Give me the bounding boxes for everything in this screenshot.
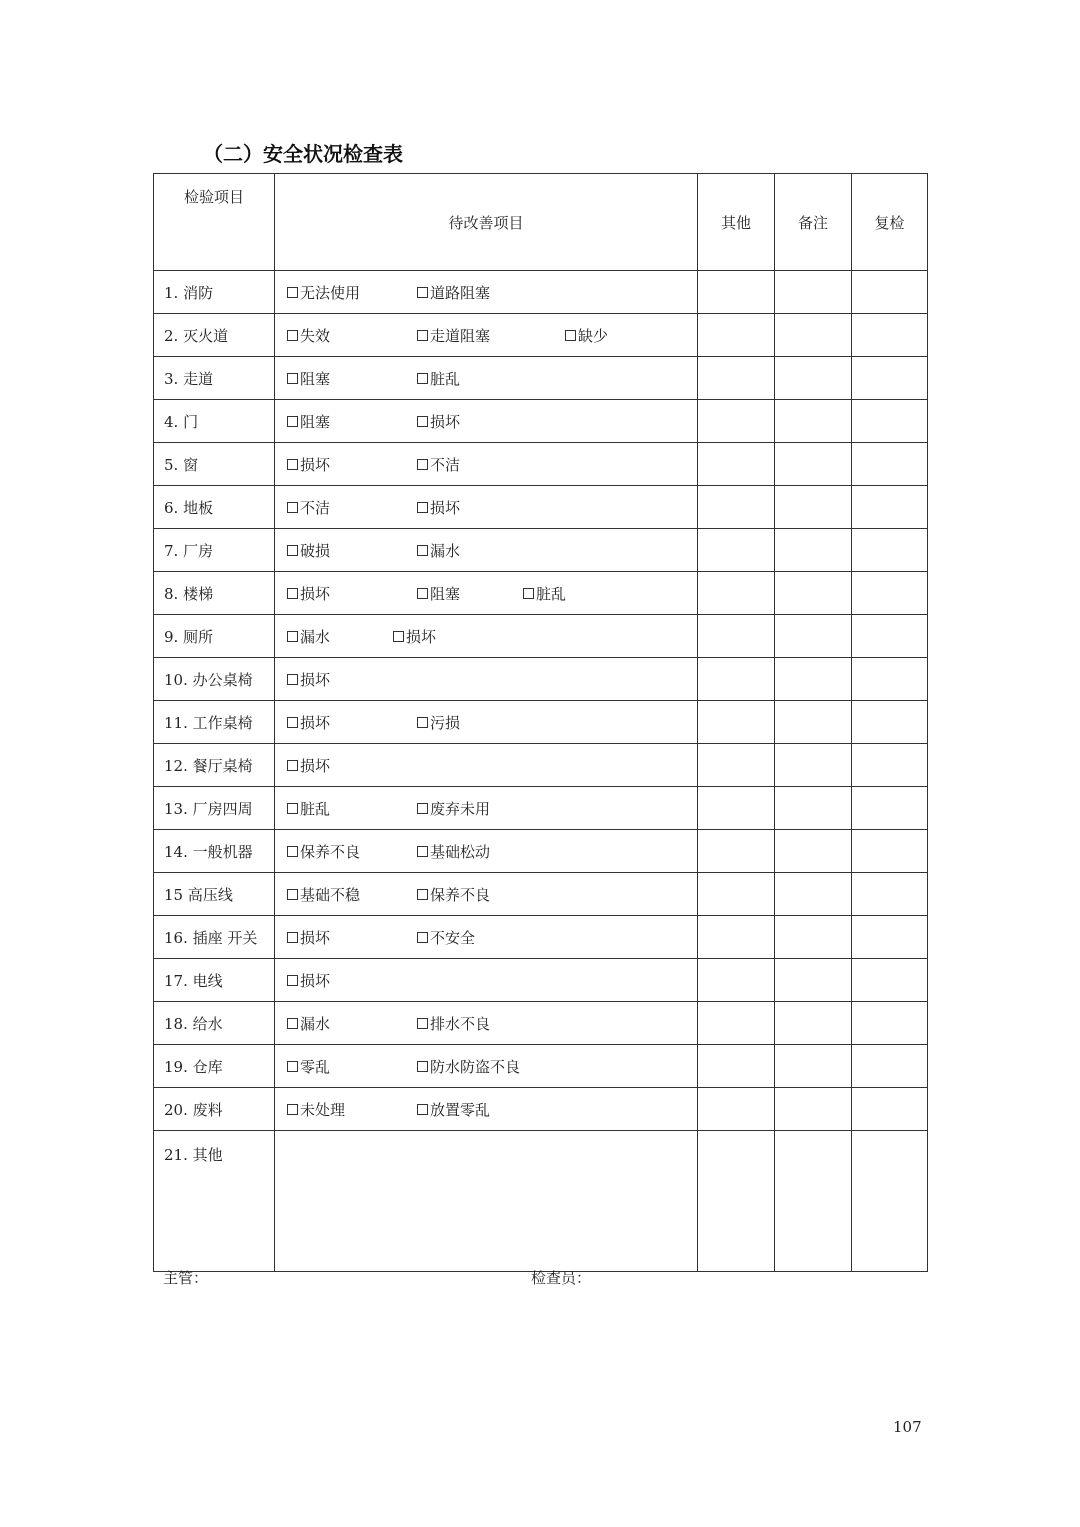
table-row xyxy=(154,701,928,744)
issue-option[interactable] xyxy=(287,712,330,733)
issue-option[interactable] xyxy=(417,540,460,561)
issue-option-label: 零乱 xyxy=(300,1058,331,1076)
inspector-label: 检查员： xyxy=(531,1269,592,1287)
note-cell[interactable] xyxy=(775,572,852,615)
row-item-label: 12. 餐厅桌椅 xyxy=(154,744,275,787)
issue-option-label: 损坏 xyxy=(300,757,331,775)
checkbox-icon[interactable] xyxy=(287,545,298,556)
issue-option[interactable] xyxy=(417,798,490,819)
checkbox-icon[interactable] xyxy=(287,846,298,857)
table-row xyxy=(154,873,928,916)
other-cell[interactable] xyxy=(698,443,775,486)
checkbox-icon[interactable] xyxy=(417,803,428,814)
issue-option[interactable] xyxy=(417,368,460,389)
other-cell[interactable] xyxy=(698,357,775,400)
issue-option[interactable] xyxy=(417,1013,490,1034)
row-item-label: 1. 消防 xyxy=(154,271,275,314)
issue-option[interactable] xyxy=(417,497,460,518)
table-row xyxy=(154,959,928,1002)
row-issues-cell xyxy=(275,529,698,572)
checkbox-icon[interactable] xyxy=(287,932,298,943)
checkbox-icon[interactable] xyxy=(417,373,428,384)
other-cell[interactable] xyxy=(698,572,775,615)
row-issues-cell xyxy=(275,701,698,744)
row-item-label: 19. 仓库 xyxy=(154,1045,275,1088)
note-cell[interactable] xyxy=(775,357,852,400)
issue-option[interactable] xyxy=(287,454,330,475)
recheck-cell[interactable] xyxy=(852,744,928,787)
issue-option[interactable] xyxy=(287,669,330,690)
header-item: 检验项目 xyxy=(154,174,275,271)
issue-option-label: 不洁 xyxy=(430,456,461,474)
row-issues-cell xyxy=(275,357,698,400)
page-number: 107 xyxy=(893,1418,922,1436)
recheck-cell[interactable] xyxy=(852,830,928,873)
recheck-cell[interactable] xyxy=(852,615,928,658)
issue-option[interactable] xyxy=(417,282,490,303)
issue-option-label: 阻塞 xyxy=(300,370,331,388)
checkbox-icon[interactable] xyxy=(287,459,298,470)
checkbox-icon[interactable] xyxy=(287,631,298,642)
note-cell[interactable] xyxy=(775,787,852,830)
issue-option-label: 漏水 xyxy=(300,628,331,646)
checkbox-icon[interactable] xyxy=(417,330,428,341)
table-row xyxy=(154,916,928,959)
row-item-label: 18. 给水 xyxy=(154,1002,275,1045)
issue-option[interactable] xyxy=(417,927,475,948)
table-row xyxy=(154,314,928,357)
table-row xyxy=(154,486,928,529)
issue-option[interactable] xyxy=(287,368,330,389)
recheck-cell[interactable] xyxy=(852,1088,928,1131)
issue-option-label: 脏乱 xyxy=(536,585,567,603)
issue-option[interactable] xyxy=(565,325,608,346)
header-recheck: 复检 xyxy=(852,174,928,271)
checkbox-icon[interactable] xyxy=(287,287,298,298)
issues-cell[interactable] xyxy=(275,1131,698,1272)
checkbox-icon[interactable] xyxy=(417,545,428,556)
row-item-label: 7. 厂房 xyxy=(154,529,275,572)
table-row xyxy=(154,744,928,787)
checkbox-icon[interactable] xyxy=(287,1018,298,1029)
recheck-cell[interactable] xyxy=(852,701,928,744)
recheck-cell[interactable] xyxy=(852,572,928,615)
issue-option-label: 阻塞 xyxy=(300,413,331,431)
row-item-label: 15 高压线 xyxy=(154,873,275,916)
issue-option[interactable] xyxy=(287,282,360,303)
table-row xyxy=(154,443,928,486)
table-row xyxy=(154,400,928,443)
checkbox-icon[interactable] xyxy=(417,1018,428,1029)
safety-inspection-table xyxy=(153,173,928,1272)
recheck-cell[interactable] xyxy=(852,1045,928,1088)
note-cell[interactable] xyxy=(775,1002,852,1045)
row-issues-cell xyxy=(275,271,698,314)
row-item-label: 20. 废料 xyxy=(154,1088,275,1131)
checkbox-icon[interactable] xyxy=(523,588,534,599)
recheck-cell[interactable] xyxy=(852,873,928,916)
table-row xyxy=(154,1088,928,1131)
other-cell[interactable] xyxy=(698,658,775,701)
table-row xyxy=(154,529,928,572)
other-cell[interactable] xyxy=(698,787,775,830)
issue-option-label: 基础不稳 xyxy=(300,886,361,904)
checkbox-icon[interactable] xyxy=(417,502,428,513)
note-cell[interactable] xyxy=(775,701,852,744)
table-row xyxy=(154,658,928,701)
issue-option[interactable] xyxy=(417,583,460,604)
checkbox-icon[interactable] xyxy=(287,1061,298,1072)
header-issues: 待改善项目 xyxy=(275,174,698,271)
other-cell[interactable] xyxy=(698,1131,775,1272)
issue-option-label: 污损 xyxy=(430,714,461,732)
issue-option[interactable] xyxy=(287,970,330,991)
issue-option-label: 放置零乱 xyxy=(430,1101,491,1119)
issue-option[interactable] xyxy=(287,325,330,346)
row-issues-cell xyxy=(275,959,698,1002)
note-cell[interactable] xyxy=(775,1088,852,1131)
row-issues-cell xyxy=(275,314,698,357)
checkbox-icon[interactable] xyxy=(287,674,298,685)
issue-option-label: 损坏 xyxy=(430,499,461,517)
checkbox-icon[interactable] xyxy=(287,717,298,728)
other-cell[interactable] xyxy=(698,959,775,1002)
row-item-label: 16. 插座 开关 xyxy=(154,916,275,959)
issue-option[interactable] xyxy=(417,1099,490,1120)
checkbox-icon[interactable] xyxy=(417,1061,428,1072)
note-cell[interactable] xyxy=(775,400,852,443)
issue-option-label: 损坏 xyxy=(300,972,331,990)
other-cell[interactable] xyxy=(698,1002,775,1045)
note-cell[interactable] xyxy=(775,916,852,959)
row-issues-cell xyxy=(275,443,698,486)
issue-option[interactable] xyxy=(287,583,330,604)
issue-option-label: 排水不良 xyxy=(430,1015,491,1033)
other-cell[interactable] xyxy=(698,744,775,787)
checkbox-icon[interactable] xyxy=(417,932,428,943)
issue-option-label: 保养不良 xyxy=(430,886,491,904)
issue-option-label: 保养不良 xyxy=(300,843,361,861)
issue-option[interactable] xyxy=(287,1099,345,1120)
row-issues-cell xyxy=(275,572,698,615)
recheck-cell[interactable] xyxy=(852,658,928,701)
table-row xyxy=(154,1045,928,1088)
note-cell[interactable] xyxy=(775,615,852,658)
checkbox-icon[interactable] xyxy=(287,502,298,513)
issue-option[interactable] xyxy=(287,755,330,776)
issue-option[interactable] xyxy=(417,712,460,733)
row-issues-cell xyxy=(275,873,698,916)
table-row-other xyxy=(154,1131,928,1272)
issue-option-label: 不洁 xyxy=(300,499,331,517)
checkbox-icon[interactable] xyxy=(287,1104,298,1115)
issue-option-label: 破损 xyxy=(300,542,331,560)
row-item-label: 10. 办公桌椅 xyxy=(154,658,275,701)
issue-option[interactable] xyxy=(417,411,460,432)
checkbox-icon[interactable] xyxy=(287,373,298,384)
other-cell[interactable] xyxy=(698,830,775,873)
note-cell[interactable] xyxy=(775,529,852,572)
recheck-cell[interactable] xyxy=(852,529,928,572)
row-item-label: 2. 灭火道 xyxy=(154,314,275,357)
recheck-cell[interactable] xyxy=(852,314,928,357)
row-item-label: 11. 工作桌椅 xyxy=(154,701,275,744)
issue-option-label: 失效 xyxy=(300,327,331,345)
issue-option[interactable] xyxy=(523,583,566,604)
table-row xyxy=(154,787,928,830)
issue-option-label: 不安全 xyxy=(430,929,476,947)
recheck-cell[interactable] xyxy=(852,1002,928,1045)
note-cell[interactable] xyxy=(775,271,852,314)
issue-option-label: 无法使用 xyxy=(300,284,361,302)
issue-option-label: 损坏 xyxy=(300,585,331,603)
issue-option-label: 基础松动 xyxy=(430,843,491,861)
row-issues-cell xyxy=(275,1088,698,1131)
recheck-cell[interactable] xyxy=(852,357,928,400)
issue-option[interactable] xyxy=(417,841,490,862)
row-item-label: 17. 电线 xyxy=(154,959,275,1002)
issue-option-label: 损坏 xyxy=(300,671,331,689)
row-issues-cell xyxy=(275,400,698,443)
issue-option-label: 损坏 xyxy=(300,714,331,732)
issue-option[interactable] xyxy=(287,1013,330,1034)
table-row xyxy=(154,830,928,873)
other-cell[interactable] xyxy=(698,314,775,357)
note-cell[interactable] xyxy=(775,1131,852,1272)
row-issues-cell xyxy=(275,1002,698,1045)
checkbox-icon[interactable] xyxy=(287,975,298,986)
checkbox-icon[interactable] xyxy=(417,416,428,427)
issue-option[interactable] xyxy=(287,841,360,862)
row-item-label: 6. 地板 xyxy=(154,486,275,529)
header-other: 其他 xyxy=(698,174,775,271)
issue-option-label: 损坏 xyxy=(300,929,331,947)
checkbox-icon[interactable] xyxy=(287,330,298,341)
table-row xyxy=(154,1002,928,1045)
issue-option-label: 未处理 xyxy=(300,1101,346,1119)
issue-option-label: 漏水 xyxy=(430,542,461,560)
checkbox-icon[interactable] xyxy=(287,803,298,814)
table-row xyxy=(154,271,928,314)
checkbox-icon[interactable] xyxy=(417,1104,428,1115)
checkbox-icon[interactable] xyxy=(287,588,298,599)
form-title: （二）安全状况检查表 xyxy=(203,142,403,166)
issue-option-label: 漏水 xyxy=(300,1015,331,1033)
other-cell[interactable] xyxy=(698,916,775,959)
recheck-cell[interactable] xyxy=(852,443,928,486)
note-cell[interactable] xyxy=(775,873,852,916)
checkbox-icon[interactable] xyxy=(417,459,428,470)
other-cell[interactable] xyxy=(698,1088,775,1131)
table-row xyxy=(154,572,928,615)
issue-option[interactable] xyxy=(287,884,360,905)
issue-option[interactable] xyxy=(287,1056,330,1077)
issue-option-label: 阻塞 xyxy=(430,585,461,603)
row-issues-cell xyxy=(275,916,698,959)
row-item-label: 9. 厕所 xyxy=(154,615,275,658)
issue-option[interactable] xyxy=(287,798,330,819)
issue-option[interactable] xyxy=(287,411,330,432)
issue-option-label: 道路阻塞 xyxy=(430,284,491,302)
note-cell[interactable] xyxy=(775,486,852,529)
issue-option-label: 缺少 xyxy=(578,327,609,345)
note-cell[interactable] xyxy=(775,744,852,787)
recheck-cell[interactable] xyxy=(852,271,928,314)
issue-option[interactable] xyxy=(417,454,460,475)
checkbox-icon[interactable] xyxy=(417,588,428,599)
issue-option-label: 防水防盗不良 xyxy=(430,1058,521,1076)
other-cell[interactable] xyxy=(698,400,775,443)
other-cell[interactable] xyxy=(698,529,775,572)
issue-option-label: 损坏 xyxy=(430,413,461,431)
recheck-cell[interactable] xyxy=(852,486,928,529)
issue-option[interactable] xyxy=(393,626,436,647)
checkbox-icon[interactable] xyxy=(287,889,298,900)
other-cell[interactable] xyxy=(698,1045,775,1088)
row-item-label: 5. 窗 xyxy=(154,443,275,486)
other-cell[interactable] xyxy=(698,873,775,916)
recheck-cell[interactable] xyxy=(852,1131,928,1272)
recheck-cell[interactable] xyxy=(852,400,928,443)
checkbox-icon[interactable] xyxy=(287,416,298,427)
table-row xyxy=(154,615,928,658)
recheck-cell[interactable] xyxy=(852,787,928,830)
row-issues-cell xyxy=(275,744,698,787)
row-issues-cell xyxy=(275,1045,698,1088)
issue-option[interactable] xyxy=(287,497,330,518)
issue-option[interactable] xyxy=(287,626,330,647)
checkbox-icon[interactable] xyxy=(287,760,298,771)
table-row xyxy=(154,357,928,400)
note-cell[interactable] xyxy=(775,314,852,357)
issue-option[interactable] xyxy=(287,540,330,561)
row-item-label: 8. 楼梯 xyxy=(154,572,275,615)
issue-option-label: 脏乱 xyxy=(430,370,461,388)
supervisor-label: 主管： xyxy=(163,1269,209,1287)
issue-option-label: 损坏 xyxy=(406,628,437,646)
row-item-label: 14. 一般机器 xyxy=(154,830,275,873)
issue-option[interactable] xyxy=(417,1056,520,1077)
checkbox-icon[interactable] xyxy=(417,287,428,298)
issue-option[interactable] xyxy=(417,325,490,346)
issue-option[interactable] xyxy=(417,884,490,905)
issue-option-label: 损坏 xyxy=(300,456,331,474)
issue-option-label: 走道阻塞 xyxy=(430,327,491,345)
row-issues-cell xyxy=(275,658,698,701)
checkbox-icon[interactable] xyxy=(565,330,576,341)
issue-option-label: 废弃未用 xyxy=(430,800,491,818)
other-cell[interactable] xyxy=(698,701,775,744)
checkbox-icon[interactable] xyxy=(417,846,428,857)
issue-option[interactable] xyxy=(287,927,330,948)
recheck-cell[interactable] xyxy=(852,916,928,959)
other-cell[interactable] xyxy=(698,486,775,529)
other-cell[interactable] xyxy=(698,615,775,658)
checkbox-icon[interactable] xyxy=(417,717,428,728)
row-issues-cell xyxy=(275,486,698,529)
table-header-row xyxy=(154,174,928,271)
row-issues-cell xyxy=(275,787,698,830)
row-item-label: 21. 其他 xyxy=(154,1131,275,1272)
row-item-label: 3. 走道 xyxy=(154,357,275,400)
other-cell[interactable] xyxy=(698,271,775,314)
note-cell[interactable] xyxy=(775,1045,852,1088)
row-issues-cell xyxy=(275,615,698,658)
checkbox-icon[interactable] xyxy=(417,889,428,900)
issue-option-label: 脏乱 xyxy=(300,800,331,818)
row-issues-cell xyxy=(275,830,698,873)
checkbox-icon[interactable] xyxy=(393,631,404,642)
note-cell[interactable] xyxy=(775,959,852,1002)
note-cell[interactable] xyxy=(775,443,852,486)
row-item-label: 4. 门 xyxy=(154,400,275,443)
row-item-label: 13. 厂房四周 xyxy=(154,787,275,830)
note-cell[interactable] xyxy=(775,658,852,701)
note-cell[interactable] xyxy=(775,830,852,873)
header-note: 备注 xyxy=(775,174,852,271)
recheck-cell[interactable] xyxy=(852,959,928,1002)
